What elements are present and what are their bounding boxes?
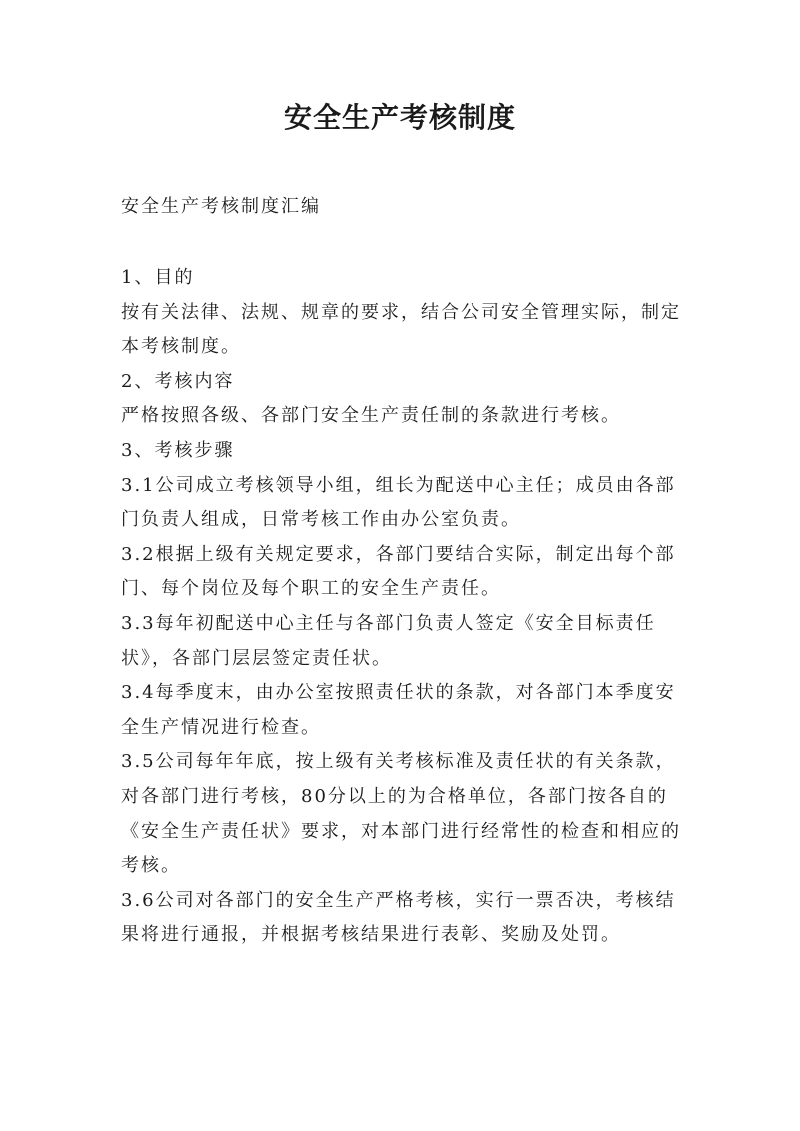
section-heading-content: 2、考核内容 [121, 370, 235, 392]
paragraph-step-3-6: 3.6公司对各部门的安全生产严格考核，实行一票否决，考核结果将进行通报，并根据考核结果进行表彰、奖励及处罚。 [121, 889, 676, 946]
paragraph-step-3-5: 3.5公司每年年底，按上级有关考核标准及责任状的有关条款，对各部门进行考核，80分以上的为合格单位，各部门按各自的《安全生产责任状》要求，对本部门进行经常性的检查和相应的考核。 [121, 751, 681, 877]
paragraph-purpose: 按有关法律、法规、规章的要求，结合公司安全管理实际，制定本考核制度。 [121, 301, 681, 358]
paragraph-step-3-3: 3.3每年初配送中心主任与各部门负责人签定《安全目标责任状》，各部门层层签定责任状。 [121, 612, 656, 669]
document-subtitle: 安全生产考核制度汇编 [121, 196, 321, 217]
paragraph-step-3-2: 3.2根据上级有关规定要求，各部门要结合实际，制定出每个部门、每个岗位及每个职工的安全生产责任。 [121, 543, 676, 600]
paragraph-content: 严格按照各级、各部门安全生产责任制的条款进行考核。 [121, 405, 621, 427]
paragraph-step-3-4: 3.4每季度末，由办公室按照责任状的条款，对各部门本季度安全生产情况进行检查。 [121, 682, 676, 738]
document-body [121, 261, 685, 953]
section-heading-purpose: 1、目的 [121, 267, 195, 288]
paragraph-step-3-1: 3.1公司成立考核领导小组，组长为配送中心主任；成员由各部门负责人组成，日常考核工作由办公室负责。 [121, 474, 676, 531]
document-title: 安全生产考核制度 [283, 101, 516, 134]
section-heading-steps: 3、考核步骤 [121, 439, 235, 461]
